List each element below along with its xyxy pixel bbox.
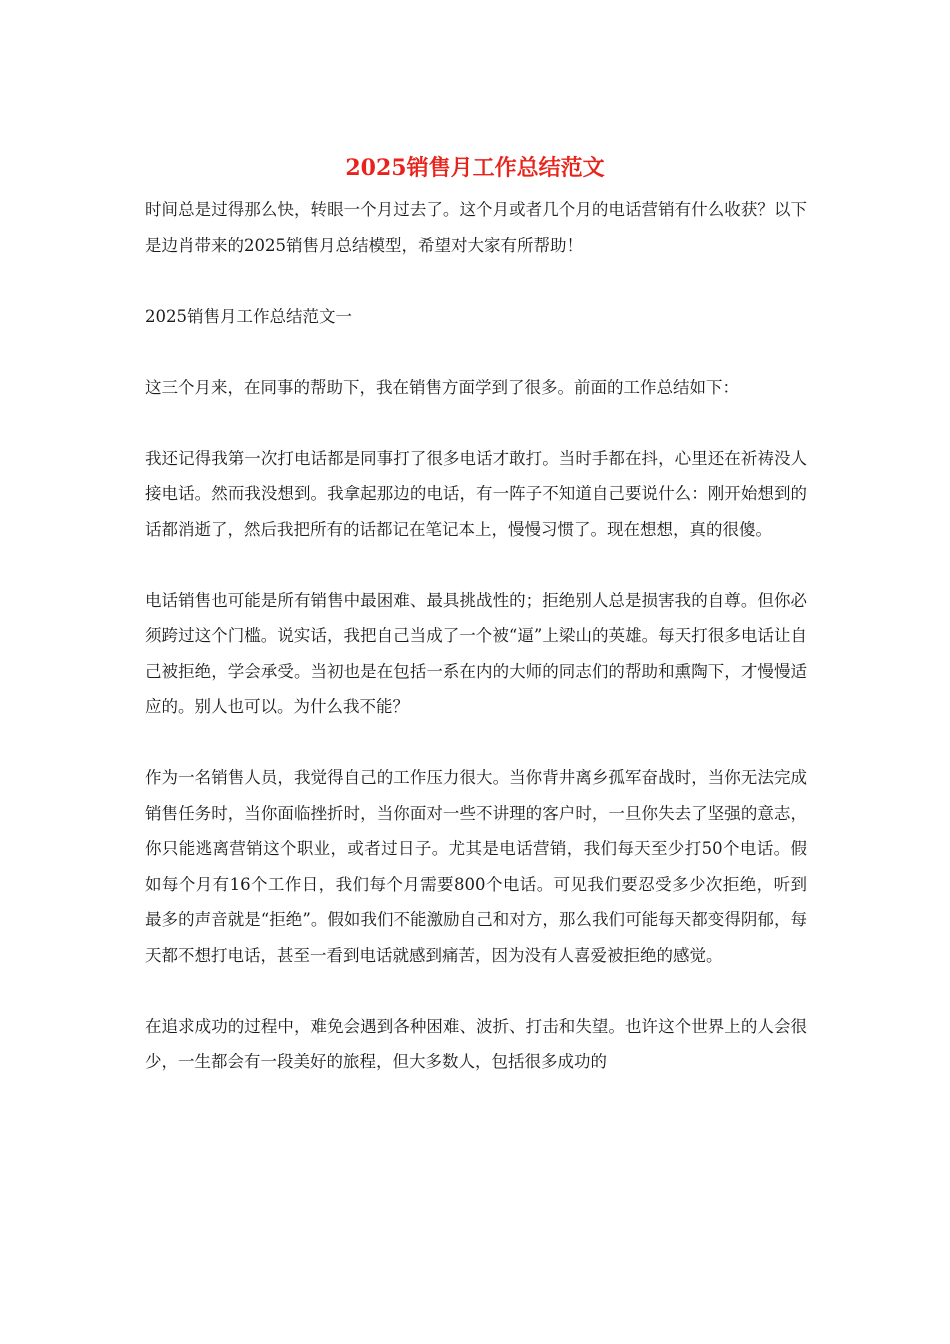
document-title: 2025销售月工作总结范文 [345,155,605,181]
paragraph-intro: 时间总是过得那么快，转眼一个月过去了。这个月或者几个月的电话营销有什么收获？以下是边肖带来的2025销售月总结模型，希望对大家有所帮助！ [145,200,807,255]
section-heading: 2025销售月工作总结范文一 [145,306,352,326]
paragraph: 作为一名销售人员，我觉得自己的工作压力很大。当你背井离乡孤军奋战时，当你无法完成销售任务时，当你面临挫折时，当你面对一些不讲理的客户时，一旦你失去了坚强的意志，你只能逃离营销这个职业，或者过日子。尤其是电话营销，我们每天至少打50个电话。假如每个月有16个工作日，我们每个月需要800个电话。可见我们要忍受多少次拒绝，听到最多的声音就是“拒绝”。假如我们不能激励自己和对方，那么我们可能每天都变得阴郁，每天都不想打电话，甚至一看到电话就感到痛苦，因为没有人喜爱被拒绝的感觉。 [145,768,807,965]
paragraph: 这三个月来，在同事的帮助下，我在销售方面学到了很多。前面的工作总结如下： [145,377,739,397]
paragraph: 电话销售也可能是所有销售中最困难、最具挑战性的；拒绝别人总是损害我的自尊。但你必须跨过这个门槛。说实话，我把自己当成了一个被“逼”上梁山的英雄。每天打很多电话让自己被拒绝，学会承受。当初也是在包括一系在内的大师的同志们的帮助和熏陶下，才慢慢适应的。别人也可以。为什么我不能？ [145,590,807,716]
paragraph: 在追求成功的过程中，难免会遇到各种困难、波折、打击和失望。也许这个世界上的人会很少，一生都会有一段美好的旅程，但大多数人，包括很多成功的 [145,1016,807,1071]
document-body [145,192,807,1080]
paragraph: 我还记得我第一次打电话都是同事打了很多电话才敢打。当时手都在抖，心里还在祈祷没人接电话。然而我没想到。我拿起那边的电话，有一阵子不知道自己要说什么：刚开始想到的话都消逝了，然后我把所有的话都记在笔记本上，慢慢习惯了。现在想想，真的很傻。 [145,448,807,539]
